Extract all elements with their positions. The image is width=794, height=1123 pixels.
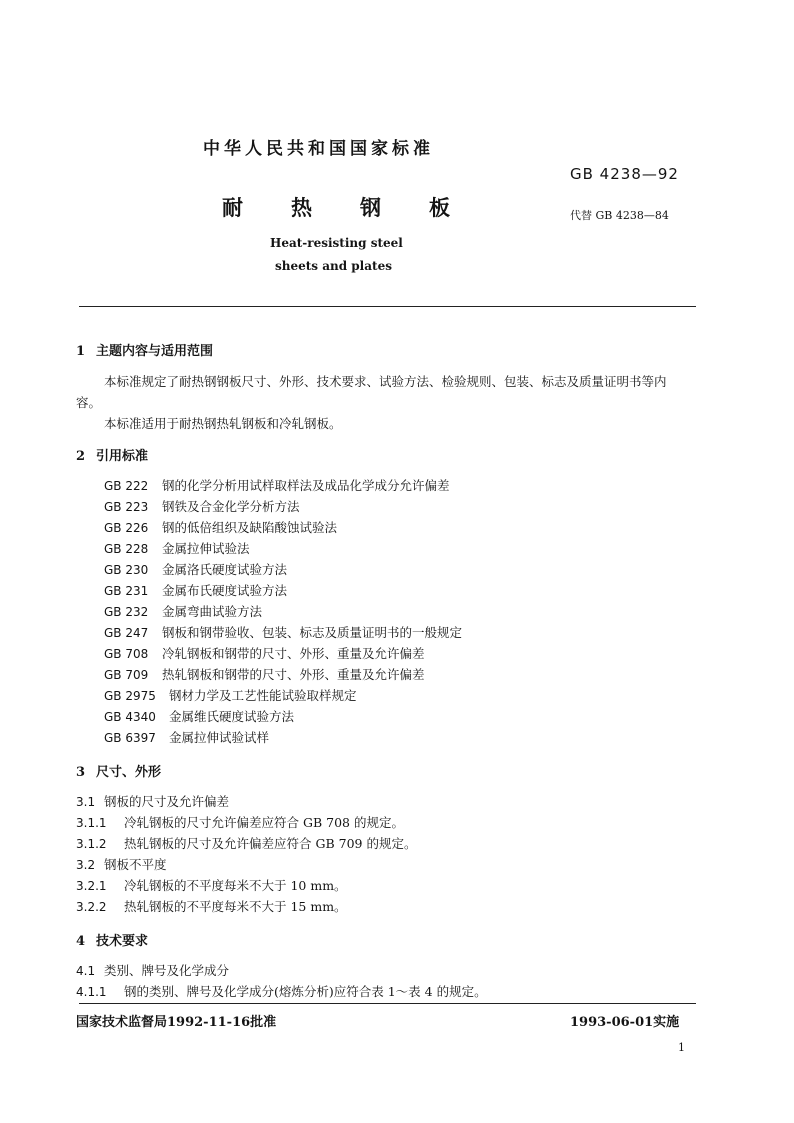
reference-code: GB 708	[104, 647, 149, 661]
clause-item	[76, 834, 416, 852]
section-title: 主题内容与适用范围	[96, 344, 214, 359]
reference-title: 钢的低倍组织及缺陷酸蚀试验法	[162, 520, 338, 535]
clause-number: 3.2.1	[76, 879, 107, 893]
section-number: 3	[76, 765, 86, 780]
reference-title: 钢材力学及工艺性能试验取样规定	[169, 688, 357, 703]
document-title-en-line1: Heat-resisting steel	[270, 236, 403, 250]
header-divider	[79, 306, 696, 307]
reference-title: 金属洛氏硬度试验方法	[162, 562, 288, 577]
approval-date: 国家技术监督局1992-11-16批准	[76, 1015, 277, 1030]
reference-code: GB 709	[104, 668, 149, 682]
reference-title: 冷轧钢板和钢带的尺寸、外形、重量及允许偏差	[162, 646, 425, 661]
section-1-para1-line1: 本标准规定了耐热钢钢板尺寸、外形、技术要求、试验方法、检验规则、包装、标志及质量证明书等内	[104, 374, 667, 389]
section-1-para2: 本标准适用于耐热钢热轧钢板和冷轧钢板。	[104, 416, 342, 431]
reference-code: GB 231	[104, 584, 149, 598]
reference-item	[104, 686, 357, 704]
reference-title: 钢板和钢带验收、包装、标志及质量证明书的一般规定	[162, 625, 463, 640]
section-4-heading	[76, 930, 148, 949]
clause-number: 3.1.2	[76, 837, 107, 851]
clause-text: 冷轧钢板的尺寸允许偏差应符合 GB 708 的规定。	[124, 815, 404, 830]
clause-number: 4.1	[76, 964, 96, 978]
reference-title: 金属维氏硬度试验方法	[169, 709, 295, 724]
clause-item	[76, 897, 347, 915]
clause-text: 热轧钢板的不平度每米不大于 15 mm。	[124, 899, 347, 914]
reference-code: GB 4340	[104, 710, 156, 724]
reference-item	[104, 476, 450, 494]
reference-code: GB 226	[104, 521, 149, 535]
reference-code: GB 2975	[104, 689, 156, 703]
reference-title: 金属布氏硬度试验方法	[162, 583, 288, 598]
document-title-en-line2: sheets and plates	[275, 259, 392, 273]
reference-title: 金属拉伸试验试样	[169, 730, 270, 745]
reference-item	[104, 497, 300, 515]
clause-number: 3.1.1	[76, 816, 107, 830]
section-1-heading	[76, 340, 213, 359]
effective-date: 1993-06-01实施	[570, 1015, 680, 1030]
reference-item	[104, 581, 287, 599]
clause-item	[76, 876, 347, 894]
clause-text: 钢板的尺寸及允许偏差	[104, 794, 230, 809]
page-number: 1	[678, 1041, 685, 1054]
reference-code: GB 232	[104, 605, 149, 619]
clause-number: 3.2.2	[76, 900, 107, 914]
reference-title: 热轧钢板和钢带的尺寸、外形、重量及允许偏差	[162, 667, 425, 682]
section-3-heading	[76, 761, 161, 780]
reference-code: GB 228	[104, 542, 149, 556]
reference-item	[104, 560, 287, 578]
reference-item	[104, 623, 462, 641]
reference-title: 金属弯曲试验方法	[162, 604, 263, 619]
clause-item	[76, 961, 229, 979]
section-title: 技术要求	[96, 934, 149, 949]
reference-title: 钢铁及合金化学分析方法	[162, 499, 300, 514]
section-number: 2	[76, 449, 86, 464]
reference-title: 钢的化学分析用试样取样法及成品化学成分允许偏差	[162, 478, 450, 493]
clause-text: 钢板不平度	[104, 857, 167, 872]
section-title: 引用标准	[96, 449, 149, 464]
clause-number: 3.1	[76, 795, 96, 809]
reference-item	[104, 644, 425, 662]
section-number: 4	[76, 934, 86, 949]
clause-text: 类别、牌号及化学成分	[104, 963, 230, 978]
reference-item	[104, 602, 262, 620]
clause-item	[76, 855, 167, 873]
clause-item	[76, 813, 404, 831]
reference-title: 金属拉伸试验法	[162, 541, 250, 556]
reference-item	[104, 539, 250, 557]
reference-item	[104, 728, 269, 746]
clause-text: 钢的类别、牌号及化学成分(熔炼分析)应符合表 1～表 4 的规定。	[124, 984, 487, 999]
clause-text: 冷轧钢板的不平度每米不大于 10 mm。	[124, 878, 347, 893]
section-title: 尺寸、外形	[96, 765, 162, 780]
reference-code: GB 223	[104, 500, 149, 514]
footer-divider	[79, 1003, 696, 1004]
section-number: 1	[76, 344, 86, 359]
standard-number: GB 4238—92	[570, 165, 679, 183]
reference-code: GB 6397	[104, 731, 156, 745]
reference-item	[104, 707, 294, 725]
reference-code: GB 230	[104, 563, 149, 577]
section-1-para1-line2: 容。	[76, 395, 102, 410]
reference-item	[104, 518, 337, 536]
clause-text: 热轧钢板的尺寸及允许偏差应符合 GB 709 的规定。	[124, 836, 417, 851]
document-title-zh: 耐热钢板	[222, 195, 498, 220]
clause-number: 4.1.1	[76, 985, 107, 999]
reference-code: GB 247	[104, 626, 149, 640]
section-2-heading	[76, 445, 148, 464]
clause-item	[76, 982, 487, 1000]
reference-code: GB 222	[104, 479, 149, 493]
clause-number: 3.2	[76, 858, 96, 872]
clause-item	[76, 792, 229, 810]
reference-item	[104, 665, 425, 683]
replaces-standard: 代替 GB 4238—84	[570, 209, 669, 222]
standard-org-title: 中华人民共和国国家标准	[203, 139, 434, 159]
